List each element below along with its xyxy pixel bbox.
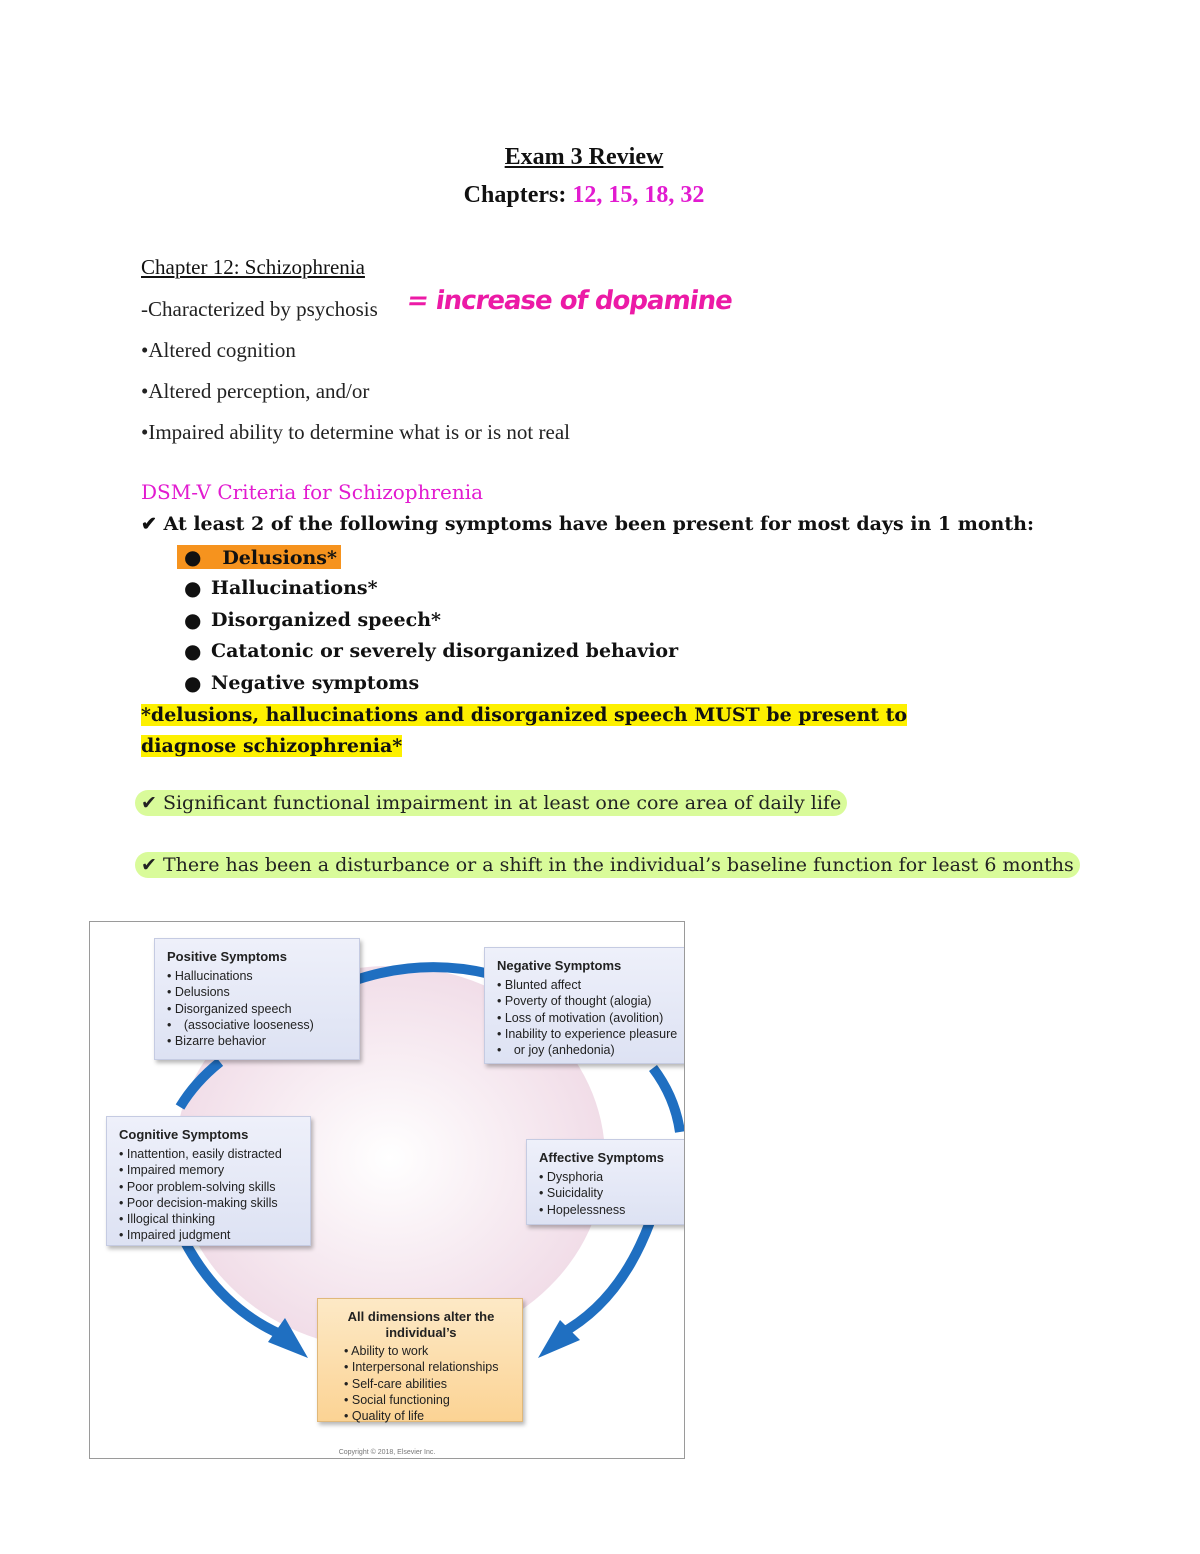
negative-title: Negative Symptoms bbox=[497, 958, 622, 973]
list-item: • Blunted affect bbox=[497, 977, 683, 993]
criterion-baseline bbox=[135, 854, 1080, 876]
list-item: • Loss of motivation (avolition) bbox=[497, 1010, 683, 1026]
list-item: • Social functioning bbox=[344, 1392, 512, 1408]
list-item: • Delusions bbox=[167, 984, 349, 1000]
positive-title: Positive Symptoms bbox=[167, 949, 287, 964]
bullet-altered-cognition: •Altered cognition bbox=[141, 338, 296, 362]
list-item: • Self-care abilities bbox=[344, 1376, 512, 1392]
criterion-impairment bbox=[135, 792, 847, 814]
handwritten-annotation: = increase of dopamine bbox=[404, 286, 734, 316]
list-item: • Suicidality bbox=[539, 1185, 675, 1201]
dimensions-title-line1: All dimensions alter the bbox=[347, 1309, 495, 1324]
page-title: Exam 3 Review bbox=[504, 144, 664, 170]
bullet-altered-perception: •Altered perception, and/or bbox=[141, 379, 370, 403]
copyright-text: Copyright © 2018, Elsevier Inc. bbox=[338, 1449, 436, 1456]
symptom-negative: Negative symptoms bbox=[211, 671, 420, 694]
list-item: • Hallucinations bbox=[167, 968, 349, 984]
list-item: • Poverty of thought (alogia) bbox=[497, 993, 683, 1009]
negative-list bbox=[497, 977, 683, 1058]
affective-list bbox=[539, 1169, 675, 1218]
all-dimensions-box bbox=[317, 1298, 523, 1422]
list-item: • Disorganized speech bbox=[167, 1001, 349, 1017]
list-item: • Illogical thinking bbox=[119, 1211, 300, 1227]
list-item: • Poor decision-making skills bbox=[119, 1195, 300, 1211]
symptom-hallucinations: Hallucinations* bbox=[211, 577, 378, 600]
symptom-catatonic: Catatonic or severely disorganized behavior bbox=[211, 640, 679, 663]
list-item: • Dysphoria bbox=[539, 1169, 675, 1185]
chapter-heading: Chapter 12: Schizophrenia bbox=[141, 255, 365, 279]
symptom-delusions: Delusions* bbox=[222, 546, 337, 569]
dimensions-title-line2: individual’s bbox=[385, 1325, 457, 1340]
arrow-right-upper bbox=[653, 1068, 680, 1132]
affective-symptoms-box bbox=[526, 1139, 685, 1225]
characterized-line: -Characterized by psychosis bbox=[141, 297, 378, 321]
chapters-list: 12, 15, 18, 32 bbox=[572, 182, 705, 208]
list-item: • Ability to work bbox=[344, 1343, 512, 1359]
list-item bbox=[497, 1042, 683, 1058]
must-note-text: *delusions, hallucinations and disorganized speech MUST be present to diagnose schizophrenia* bbox=[141, 704, 908, 757]
list-item: ● Delusions* bbox=[177, 541, 678, 573]
cognitive-list bbox=[119, 1146, 300, 1244]
symptom-disorganized-speech: Disorganized speech* bbox=[211, 608, 441, 631]
list-item: • Interpersonal relationships bbox=[344, 1359, 512, 1375]
list-item: ● Catatonic or severely disorganized behavior bbox=[177, 639, 679, 664]
chapters-line bbox=[0, 182, 1168, 209]
criterion-baseline-text: ✔ There has been a disturbance or a shift in the individual’s baseline function for least 6 months bbox=[135, 852, 1080, 878]
chapters-label: Chapters: bbox=[463, 182, 567, 208]
list-item: • Bizarre behavior bbox=[167, 1033, 349, 1049]
list-item: • Quality of life bbox=[344, 1408, 512, 1424]
affective-title: Affective Symptoms bbox=[539, 1150, 664, 1165]
list-item-continued: or joy (anhedonia) bbox=[513, 1043, 615, 1058]
list-item bbox=[167, 1017, 349, 1033]
dimensions-list bbox=[330, 1343, 512, 1424]
positive-symptoms-box bbox=[154, 938, 360, 1060]
bullet-impaired-ability: •Impaired ability to determine what is or is not real bbox=[141, 420, 570, 444]
list-item: ● Hallucinations* bbox=[177, 576, 378, 601]
symptom-dimensions-figure bbox=[89, 921, 685, 1459]
cognitive-title: Cognitive Symptoms bbox=[119, 1127, 249, 1142]
cognitive-symptoms-box bbox=[106, 1116, 311, 1246]
criterion-impairment-text: ✔ Significant functional impairment in at least one core area of daily life bbox=[135, 790, 847, 816]
list-item: • Inattention, easily distracted bbox=[119, 1146, 300, 1162]
list-item: • Impaired judgment bbox=[119, 1227, 300, 1243]
negative-symptoms-box bbox=[484, 947, 685, 1064]
symptom-list bbox=[177, 541, 678, 699]
must-note bbox=[141, 700, 971, 762]
list-item: • Impaired memory bbox=[119, 1162, 300, 1178]
positive-list bbox=[167, 968, 349, 1049]
dimensions-title bbox=[330, 1309, 512, 1341]
list-item: • Inability to experience pleasure bbox=[497, 1026, 683, 1042]
dsm-heading: DSM-V Criteria for Schizophrenia bbox=[141, 480, 484, 504]
list-item: ● Disorganized speech* bbox=[177, 607, 441, 632]
list-item: ● Negative symptoms bbox=[177, 670, 420, 695]
criterion-symptoms: ✔ At least 2 of the following symptoms have been present for most days in 1 month: bbox=[141, 513, 1034, 535]
list-item-continued: (associative looseness) bbox=[183, 1017, 314, 1032]
list-item: • Poor problem-solving skills bbox=[119, 1179, 300, 1195]
list-item: • Hopelessness bbox=[539, 1202, 675, 1218]
